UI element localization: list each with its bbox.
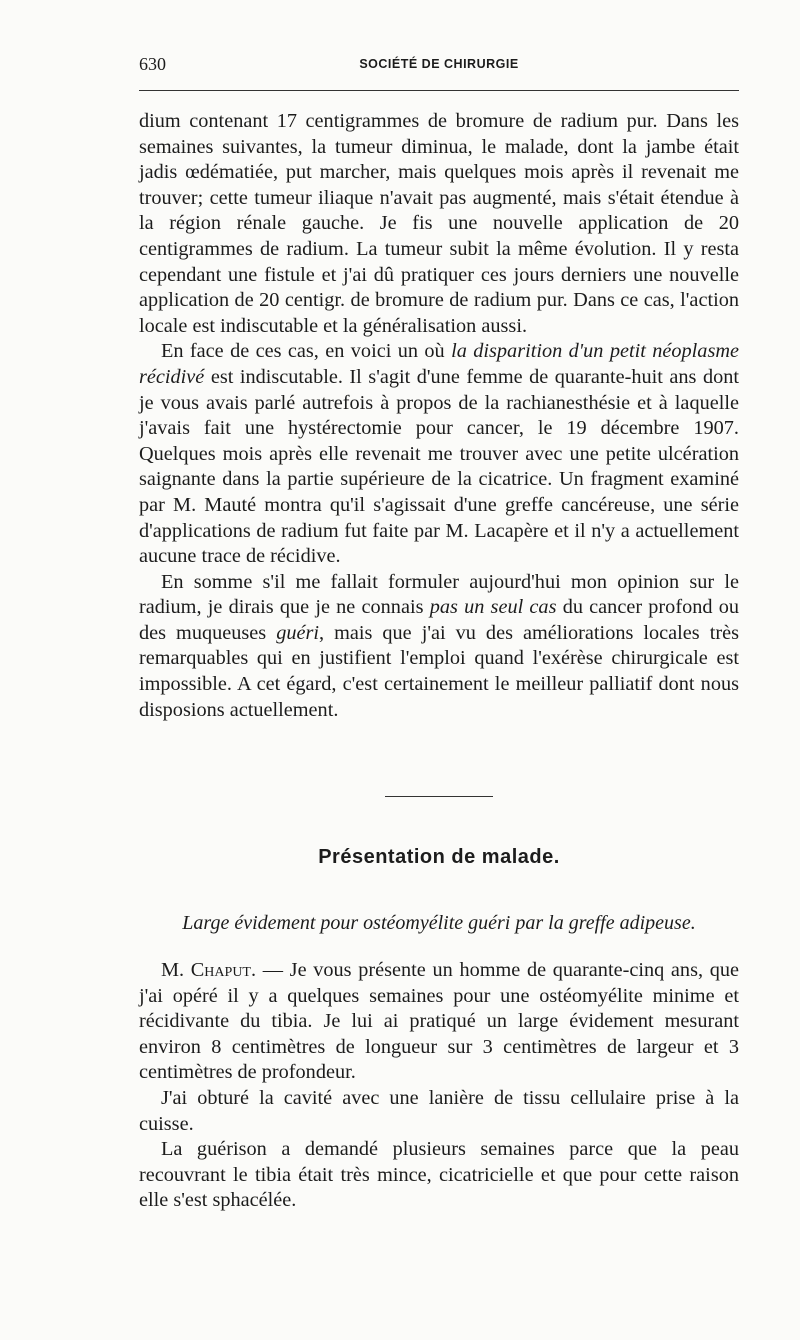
text-run: dium contenant 17 centigrammes de bromure de radium pur. Dans les semaines suivantes, la tumeur diminua, le malade, dont la jambe était jadis œdématiée, put marcher, mais quelques mois après il revenait me trouver; cette tumeur iliaque n'avait pas augmenté, mais s'était étendue à la région rénale gauche. Je fis une nouvelle application de 20 centigrammes de radium. La tumeur subit la même évolution. Il y resta cependant une fistule et j'ai dû pratiquer ces jours derniers une nouvelle application de 20 centigr. de bromure de radium pur. Dans ce cas, l'action locale est indiscutable et la généralisation aussi.	[139, 110, 739, 337]
text-run: La guérison a demandé plusieurs semaines parce que la peau recouvrant le tibia était très mince, cicatricielle et que pour cette raison elle s'est sphacélée.	[139, 1138, 739, 1212]
case-title: Large évidement pour ostéomyélite guéri par la greffe adipeuse.	[182, 912, 696, 934]
text-run: J'ai obturé la cavité avec une lanière de tissu cellulaire prise à la cuisse.	[139, 1086, 739, 1135]
text-run: du cancer profond ou des muqueuses	[139, 596, 739, 644]
paragraph	[139, 570, 739, 724]
text-run: est indiscutable. Il s'agit d'une femme de quarante-huit ans dont je vous avais parlé autrefois à propos de la rachianesthésie et à laquelle j'avais fait une hystérectomie pour cancer, le 19 décembre 1907. Quelques mois après elle revenait me trouver avec une petite ulcération saignante dans la partie supérieure de la cicatrice. Un fragment examiné par M. Mauté montra qu'il s'agissait d'une greffe cancéreuse, une série d'applications de radium fut faite par M. Lacapère et il n'y a actuellement aucune trace de récidive.	[139, 365, 739, 568]
italic-text: la disparition d'un petit néoplasme récidivé	[139, 340, 739, 388]
running-head: SOCIÉTÉ DE CHIRURGIE	[359, 57, 519, 71]
paragraph	[139, 1086, 739, 1137]
body-text	[139, 109, 739, 723]
italic-text: pas un seul cas	[429, 596, 557, 619]
text-run: En face de ces cas, en voici un où	[161, 340, 452, 363]
section-heading: Présentation de malade.	[318, 846, 560, 868]
italic-text: guéri	[276, 621, 319, 644]
text-run: , mais que j'ai vu des améliorations locales très remarquables qui en justifient l'emploi quand l'exérèse chirurgicale est impossible. A cet égard, c'est certainement le meilleur palliatif dont nous disposions actuellement.	[139, 621, 739, 721]
paragraph	[139, 958, 739, 1086]
text-run: En somme s'il me fallait formuler aujourd'hui mon opinion sur le radium, je dirais que je ne connais	[139, 570, 739, 619]
header-rule	[139, 90, 739, 91]
paragraph	[139, 109, 739, 339]
section-separator	[385, 796, 493, 797]
case-report-text	[139, 958, 739, 1214]
page-number: 630	[139, 54, 166, 74]
text-run: M.	[161, 959, 191, 981]
small-caps-name: Chaput	[190, 959, 251, 981]
paragraph	[139, 1137, 739, 1214]
text-run: . — Je vous présente un homme de quarante-cinq ans, que j'ai opéré il y a quelques semaines pour une ostéomyélite minime et récidivante du tibia. Je lui ai pratiqué un large évidement mesurant environ 8 centimètres de longueur sur 3 centimètres de largeur et 3 centimètres de profondeur.	[139, 959, 739, 1084]
paragraph	[139, 339, 739, 569]
page-header	[139, 54, 739, 78]
